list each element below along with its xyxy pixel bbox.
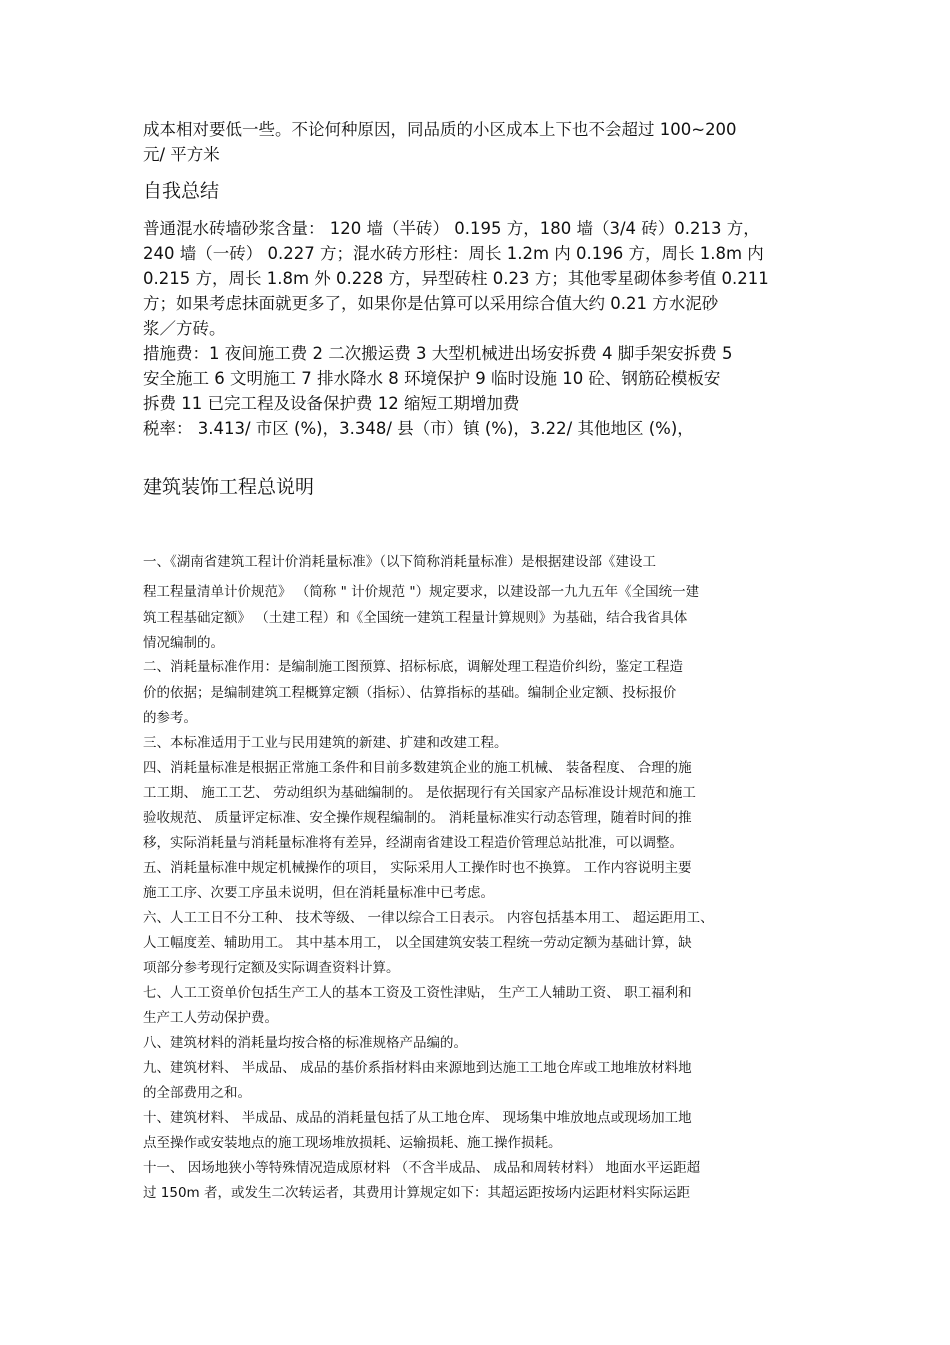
intro-line-1: 成本相对要低一些。不论何种原因，同品质的小区成本上下也不会超过 100~200 bbox=[143, 120, 737, 139]
section-line: 七、人工工资单价包括生产工人的基本工资及工资性津贴， 生产工人辅助工资、 职工福利和 bbox=[143, 985, 692, 1001]
summary-line: 拆费 11 已完工程及设备保护费 12 缩短工期增加费 bbox=[143, 394, 520, 413]
section-line: 工工期、 施工工艺、 劳动组织为基础编制的。 是依据现行有关国家产品标准设计规范和施工 bbox=[143, 785, 696, 801]
section-line: 验收规范、 质量评定标准、安全操作规程编制的。 消耗量标准实行动态管理，随着时间的推 bbox=[143, 810, 692, 826]
section-line: 项部分参考现行定额及实际调查资料计算。 bbox=[143, 960, 400, 976]
section-line: 五、消耗量标准中规定机械操作的项目， 实际采用人工操作时也不换算。 工作内容说明主要 bbox=[143, 860, 692, 876]
summary-line: 普通混水砖墙砂浆含量： 120 墙（半砖） 0.195 方，180 墙（3/4 砖）0.213 方， bbox=[143, 219, 760, 238]
section-line: 二、消耗量标准作用：是编制施工图预算、招标标底，调解处理工程造价纠纷，鉴定工程造 bbox=[143, 659, 683, 675]
summary-line: 0.215 方，周长 1.8m 外 0.228 方，异型砖柱 0.23 方；其他零星砌体参考值 0.211 bbox=[143, 269, 769, 288]
section-line: 十一、 因场地狭小等特殊情况造成原材料 （不含半成品、 成品和周转材料） 地面水平运距超 bbox=[143, 1160, 701, 1176]
summary-heading: 自我总结 bbox=[143, 180, 220, 202]
summary-line: 浆／方砖。 bbox=[143, 319, 226, 338]
section-line: 筑工程基础定额》 （土建工程）和《全国统一建筑工程量计算规则》为基础，结合我省具体 bbox=[143, 610, 688, 626]
section-line: 移，实际消耗量与消耗量标准将有差异，经湖南省建设工程造价管理总站批准，可以调整。 bbox=[143, 835, 683, 851]
section-line: 过 150m 者，或发生二次转运者，其费用计算规定如下：其超运距按场内运距材料实际运距 bbox=[143, 1185, 690, 1201]
section-line: 一、《湖南省建筑工程计价消耗量标准》（以下简称消耗量标准）是根据建设部《建设工 bbox=[143, 554, 656, 570]
section-line: 八、建筑材料的消耗量均按合格的标准规格产品编的。 bbox=[143, 1035, 467, 1051]
section-line: 九、建筑材料、 半成品、 成品的基价系指材料由来源地到达施工工地仓库或工地堆放材料地 bbox=[143, 1060, 692, 1076]
section-line: 情况编制的。 bbox=[143, 635, 224, 651]
summary-line: 措施费：1 夜间施工费 2 二次搬运费 3 大型机械进出场安拆费 4 脚手架安拆费 5 bbox=[143, 344, 733, 363]
section-line: 价的依据；是编制建筑工程概算定额（指标）、估算指标的基础。编制企业定额、投标报价 bbox=[143, 685, 677, 701]
summary-line: 240 墙（一砖） 0.227 方；混水砖方形柱：周长 1.2m 内 0.196 方，周长 1.8m 内 bbox=[143, 244, 764, 263]
summary-line: 税率： 3.413/ 市区 (%)，3.348/ 县（市）镇 (%)，3.22/ 其他地区 (%)， bbox=[143, 419, 694, 438]
section-line: 程工程量清单计价规范》 （简称 " 计价规范 "）规定要求，以建设部一九九五年《全国统一建 bbox=[143, 584, 700, 600]
intro-line-2: 元/ 平方米 bbox=[143, 145, 220, 164]
section-line: 施工工序、次要工序虽未说明，但在消耗量标准中已考虑。 bbox=[143, 885, 494, 901]
summary-line: 安全施工 6 文明施工 7 排水降水 8 环境保护 9 临时设施 10 砼、钢筋砼模板安 bbox=[143, 369, 721, 388]
section-line: 的参考。 bbox=[143, 710, 197, 726]
summary-line: 方；如果考虑抹面就更多了，如果你是估算可以采用综合值大约 0.21 方水泥砂 bbox=[143, 294, 719, 313]
section-line: 的全部费用之和。 bbox=[143, 1085, 251, 1101]
section-line: 四、消耗量标准是根据正常施工条件和目前多数建筑企业的施工机械、 装备程度、 合理的施 bbox=[143, 760, 692, 776]
section-line: 六、人工工日不分工种、 技术等级、 一律以综合工日表示。 内容包括基本用工、 超运距用工、 bbox=[143, 910, 714, 926]
section-heading: 建筑装饰工程总说明 bbox=[143, 476, 315, 498]
section-line: 点至操作或安装地点的施工现场堆放损耗、运输损耗、施工操作损耗。 bbox=[143, 1135, 562, 1151]
section-line: 十、建筑材料、 半成品、成品的消耗量包括了从工地仓库、 现场集中堆放地点或现场加工地 bbox=[143, 1110, 692, 1126]
section-line: 三、本标准适用于工业与民用建筑的新建、扩建和改建工程。 bbox=[143, 735, 508, 751]
section-line: 人工幅度差、辅助用工。 其中基本用工， 以全国建筑安装工程统一劳动定额为基础计算，缺 bbox=[143, 935, 692, 951]
section-line: 生产工人劳动保护费。 bbox=[143, 1010, 278, 1026]
